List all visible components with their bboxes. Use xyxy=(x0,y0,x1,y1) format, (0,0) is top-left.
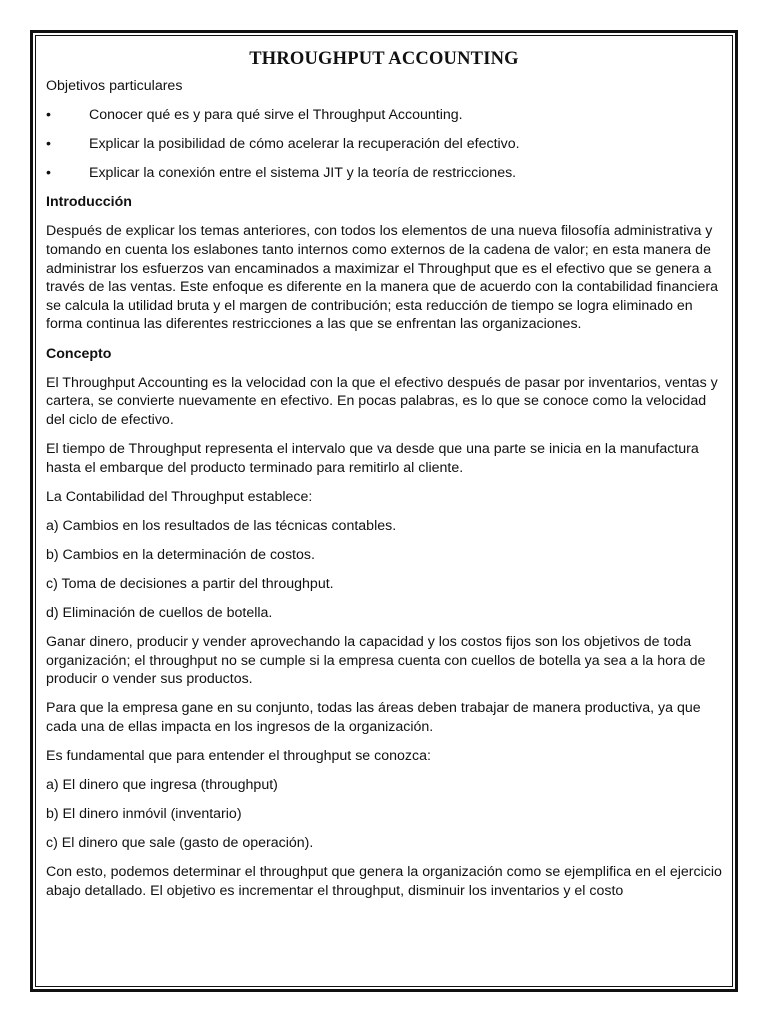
objective-item xyxy=(46,164,722,183)
establishes-item: d) Eliminación de cuellos de botella. xyxy=(46,604,273,621)
money-paragraph: Ganar dinero, producir y vender aprovechando la capacidad y los costos fijos son los objetivos de toda organización; el throughput no se cumple si la empresa cuenta con cuellos de botella ya sea a la hora de producir o vender sus productos. xyxy=(46,634,706,688)
establishes-item: a) Cambios en los resultados de las técnicas contables. xyxy=(46,517,397,534)
intro-heading: Introducción xyxy=(46,194,132,211)
concept-paragraph-1: El Throughput Accounting es la velocidad con la que el efectivo después de pasar por inventarios, ventas y cartera, se convierte nuevamente en efectivo. En pocas palabras, es lo que se conoce como la velocidad del ciclo de efectivo. xyxy=(46,374,718,428)
document-body xyxy=(46,48,722,901)
concept-heading: Concepto xyxy=(46,345,112,362)
areas-paragraph: Para que la empresa gane en su conjunto, todas las áreas deben trabajar de manera productiva, ya que cada una de ellas impacta en los ingresos de la organización. xyxy=(46,700,701,735)
bullet-icon: • xyxy=(46,107,51,124)
objectives-list xyxy=(46,106,722,183)
fundamental-item: a) El dinero que ingresa (throughput) xyxy=(46,777,278,794)
establishes-item: b) Cambios en la determinación de costos. xyxy=(46,546,315,563)
objective-item xyxy=(46,135,722,154)
intro-paragraph: Después de explicar los temas anteriores, con todos los elementos de una nueva filosofía administrativa y tomando en cuenta los eslabones tanto internos como externos de la cadena de valor; en esta manera de administrar los esfuerzos van encaminados a maximizar el Throughput que es el efectivo que se genera a través de las ventas. Este enfoque es diferente en la manera que de acuerdo con la contabilidad financiera se calcula la utilidad bruta y el margen de contribución; esta reducción de tiempo se logra eliminado en forma continua las diferentes restricciones a las que se enfrentan las organizaciones. xyxy=(46,223,718,333)
establishes-intro: La Contabilidad del Throughput establece: xyxy=(46,488,313,505)
objective-text: Explicar la posibilidad de cómo acelerar la recuperación del efectivo. xyxy=(89,136,520,153)
objective-text: Conocer qué es y para qué sirve el Throughput Accounting. xyxy=(89,107,463,124)
closing-paragraph: Con esto, podemos determinar el throughput que genera la organización como se ejemplifica en el ejercicio abajo detallado. El objetivo es incrementar el throughput, disminuir los inventarios y el costo xyxy=(46,864,722,899)
establishes-item: c) Toma de decisiones a partir del throughput. xyxy=(46,575,334,592)
objectives-heading: Objetivos particulares xyxy=(46,78,183,94)
bullet-icon: • xyxy=(46,165,51,182)
objective-text: Explicar la conexión entre el sistema JIT y la teoría de restricciones. xyxy=(89,165,517,182)
bullet-icon: • xyxy=(46,136,51,153)
fundamental-item: c) El dinero que sale (gasto de operación). xyxy=(46,835,314,852)
fundamental-intro: Es fundamental que para entender el throughput se conozca: xyxy=(46,748,431,765)
objective-item xyxy=(46,106,722,125)
document-title: THROUGHPUT ACCOUNTING xyxy=(249,49,519,69)
concept-paragraph-2: El tiempo de Throughput representa el intervalo que va desde que una parte se inicia en la manufactura hasta el embarque del producto terminado para remitirlo al cliente. xyxy=(46,440,699,476)
fundamental-item: b) El dinero inmóvil (inventario) xyxy=(46,806,242,823)
